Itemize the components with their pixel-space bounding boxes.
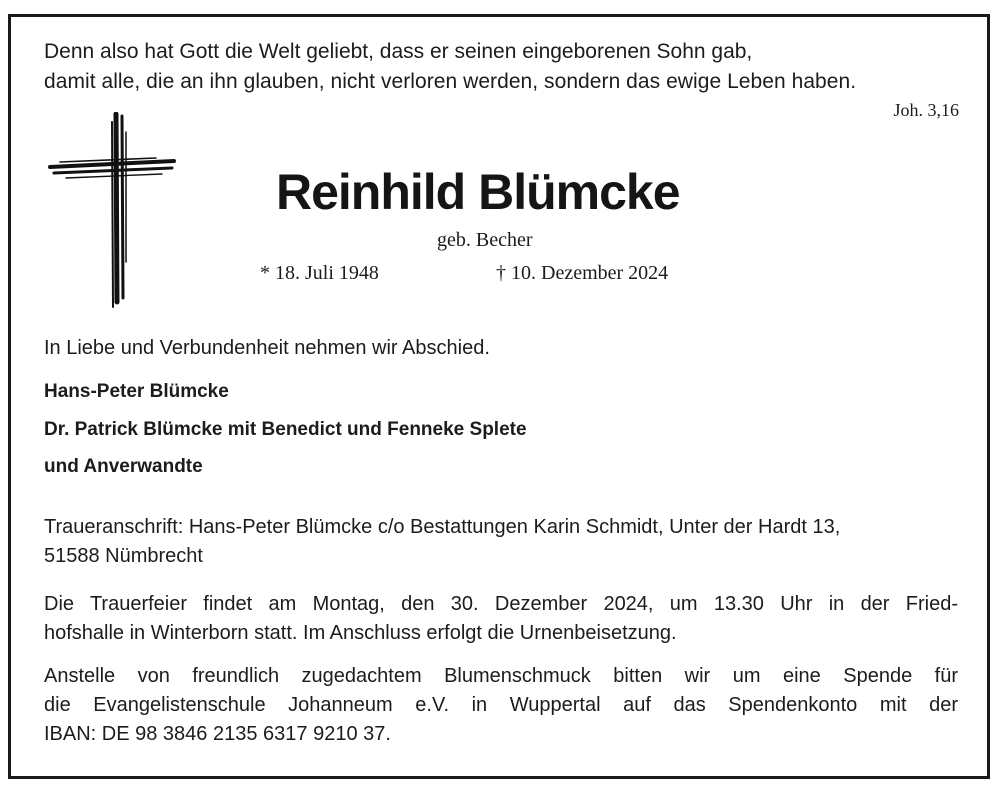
funeral-service-info bbox=[44, 590, 958, 648]
bible-verse-line-2: damit alle, die an ihn glauben, nicht verloren werden, sondern das ewige Leben haben. bbox=[44, 70, 857, 93]
mourner-name: und Anverwandte bbox=[44, 456, 203, 477]
bible-verse-line-1: Denn also hat Gott die Welt geliebt, dass er seinen eingeborenen Sohn gab, bbox=[44, 40, 753, 63]
cross-icon bbox=[46, 112, 181, 312]
maiden-name: geb. Becher bbox=[437, 229, 533, 251]
birth-date: * 18. Juli 1948 bbox=[260, 262, 379, 284]
donation-line-1: Anstelle von freundlich zugedachtem Blumenschmuck bitten wir um eine Spende für bbox=[44, 665, 958, 687]
donation-iban: IBAN: DE 98 3846 2135 6317 9210 37. bbox=[44, 723, 391, 745]
mourner-name: Dr. Patrick Blümcke mit Benedict und Fenneke Splete bbox=[44, 419, 527, 440]
mourning-address-line-2: 51588 Nümbrecht bbox=[44, 545, 203, 567]
service-line-2: hofshalle in Winterborn statt. Im Anschluss erfolgt die Urnenbeisetzung. bbox=[44, 622, 677, 644]
bible-verse bbox=[44, 37, 856, 97]
death-date: † 10. Dezember 2024 bbox=[496, 262, 669, 284]
mourning-address-line-1: Traueranschrift: Hans-Peter Blümcke c/o Bestattungen Karin Schmidt, Unter der Hardt 13, bbox=[44, 516, 841, 538]
mourning-address bbox=[44, 513, 958, 571]
donation-line-2: die Evangelistenschule Johanneum e.V. in Wuppertal auf das Spendenkonto mit der bbox=[44, 694, 958, 716]
service-line-1: Die Trauerfeier findet am Montag, den 30. Dezember 2024, um 13.30 Uhr in der Fried- bbox=[44, 593, 958, 615]
farewell-text: In Liebe und Verbundenheit nehmen wir Abschied. bbox=[44, 337, 490, 359]
donation-request bbox=[44, 662, 958, 749]
bible-reference: Joh. 3,16 bbox=[893, 100, 959, 120]
deceased-name: Reinhild Blümcke bbox=[276, 164, 680, 220]
mourner-name: Hans-Peter Blümcke bbox=[44, 381, 229, 402]
